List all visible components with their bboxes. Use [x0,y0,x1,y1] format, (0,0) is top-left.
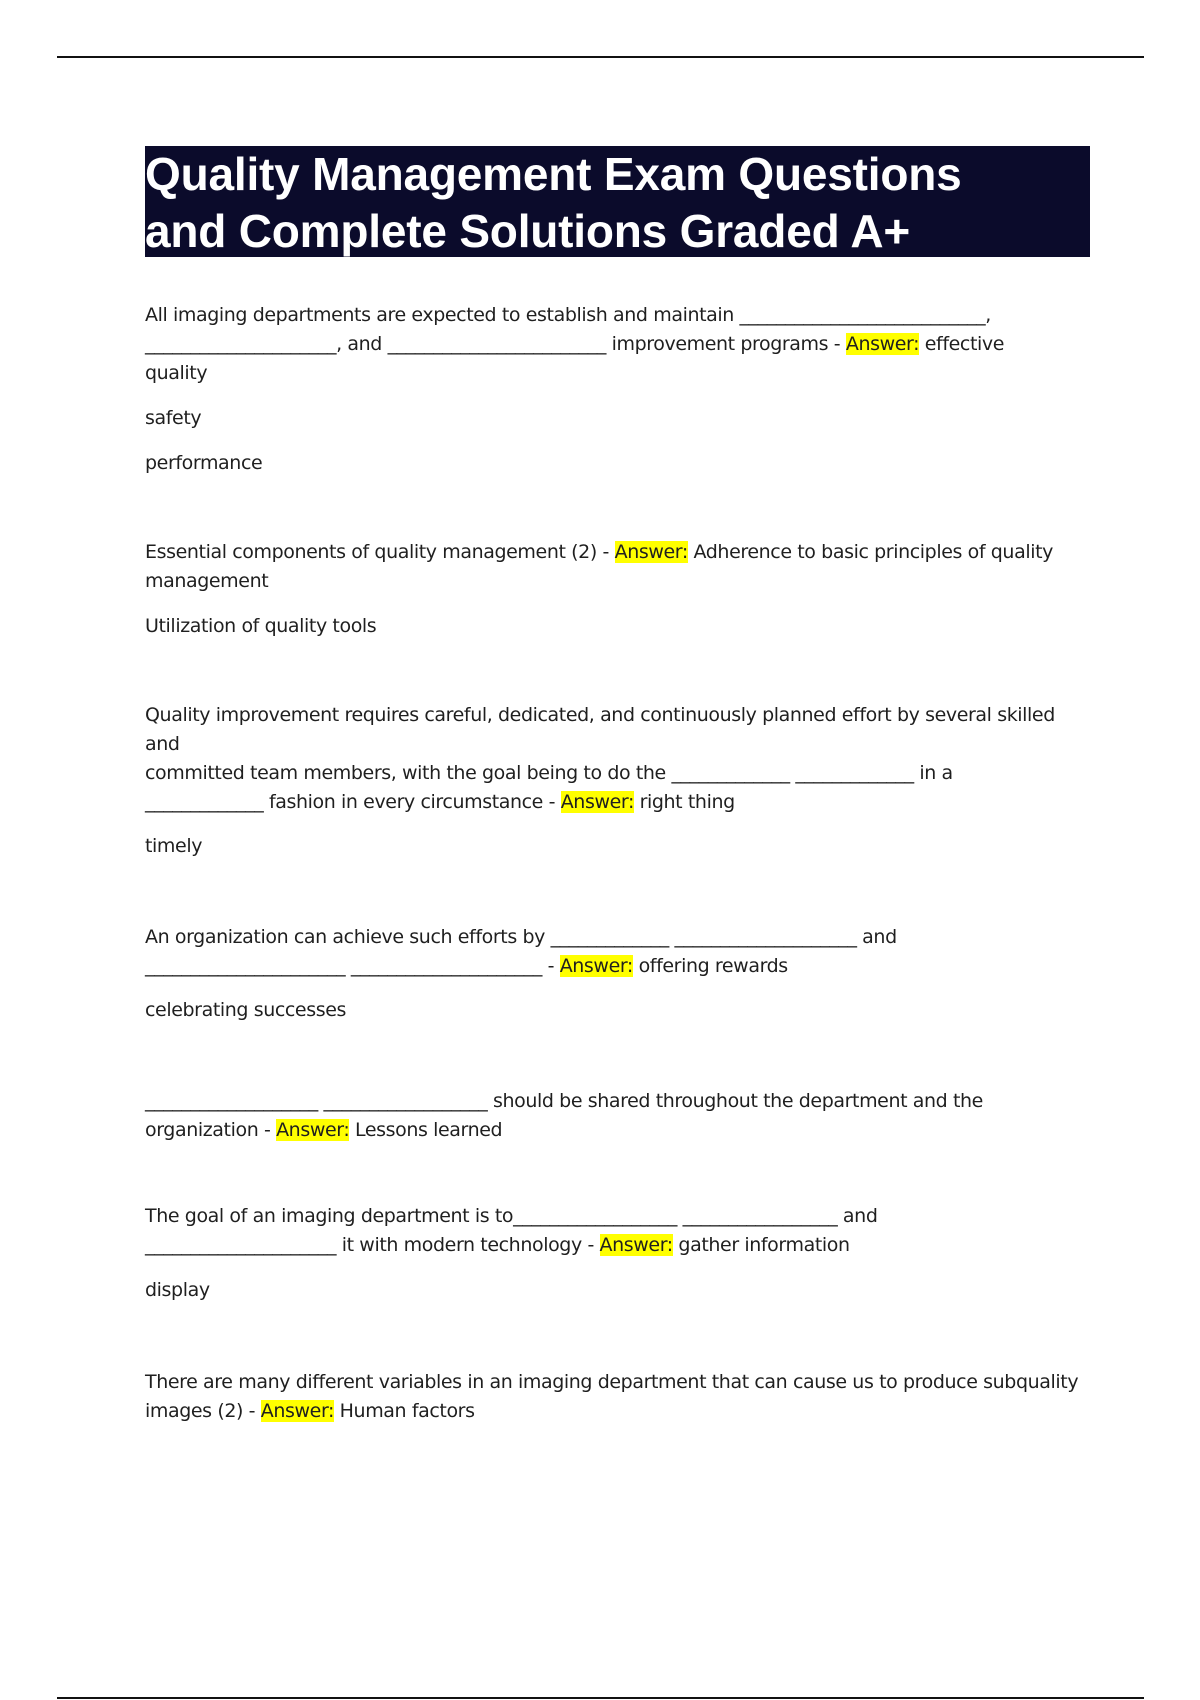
question-text: There are many different variables in an imaging department that can cause us to produce subquality [145,1371,1079,1393]
qa-item-2 [145,538,1090,641]
question-text: The goal of an imaging department is to__________________ _________________ and [145,1205,878,1227]
document-title [145,146,1090,257]
answer-extra: quality [145,362,208,384]
answer-label: Answer: [560,791,634,813]
bottom-rule [57,1697,1144,1699]
answer-label: Answer: [276,1119,350,1141]
question-text: images (2) - Answer: Human factors [145,1400,475,1422]
title-line-2: and Complete Solutions Graded A+ [145,205,911,257]
answer-label: Answer: [599,1234,673,1256]
qa-item-1 [145,301,1090,478]
answer-text: Lessons learned [349,1119,503,1141]
qa-item-4 [145,923,1090,1025]
answer-extra: safety [145,407,202,429]
qa-item-3 [145,701,1090,861]
answer-label: Answer: [845,333,920,355]
answer-extra: performance [145,452,263,474]
answer-label: Answer: [559,955,633,977]
question-text: _____________________ it with modern technology - Answer: gather information [145,1234,850,1256]
answer-text: Adherence to basic principles of quality [687,541,1053,563]
answer-extra: timely [145,835,203,857]
question-text: ______________________ _____________________ - Answer: offering rewards [145,955,788,977]
question-text: committed team members, with the goal being to do the _____________ _____________ in a [145,762,953,784]
answer-text: Human factors [334,1400,475,1422]
qa-item-6 [145,1202,1090,1305]
answer-extra: display [145,1279,210,1301]
answer-extra: celebrating successes [145,999,346,1021]
question-text: ___________________ __________________ should be shared throughout the department and the [145,1090,983,1112]
title-line-1: Quality Management Exam Questions [145,148,962,200]
answer-extra: Utilization of quality tools [145,615,377,637]
question-text: Essential components of quality management (2) - Answer: Adherence to basic principles of quality [145,541,1053,563]
qa-item-5 [145,1087,1090,1145]
top-rule [57,56,1144,58]
answer-text: offering rewards [632,955,788,977]
answer-text: management [145,570,269,592]
question-text: organization - Answer: Lessons learned [145,1119,503,1141]
question-text: Quality improvement requires careful, dedicated, and continuously planned effort by several skilled and [145,704,1055,755]
answer-label: Answer: [260,1400,335,1422]
question-text: An organization can achieve such efforts by _____________ ____________________ and [145,926,897,948]
answer-text: right thing [633,791,735,813]
question-text: _____________________, and ________________________ improvement programs - Answer: effective [145,333,1005,355]
answer-text: gather information [672,1234,850,1256]
answer-label: Answer: [614,541,688,563]
document-body [145,146,1090,1426]
qa-item-7 [145,1368,1090,1426]
question-text: _____________ fashion in every circumstance - Answer: right thing [145,791,735,813]
answer-text: effective [919,333,1005,355]
question-text: All imaging departments are expected to establish and maintain ___________________________, [145,304,991,326]
